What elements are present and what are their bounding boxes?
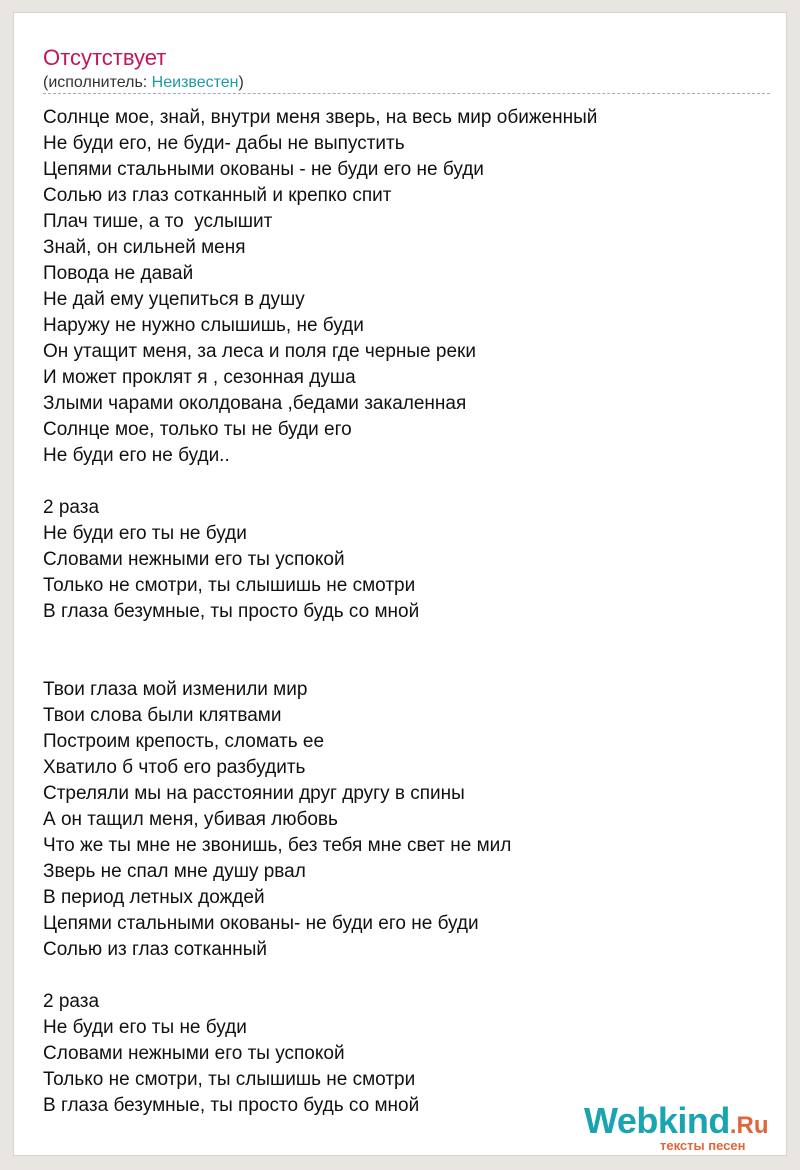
song-title: Отсутствует xyxy=(43,45,167,70)
lyric-line: Цепями стальными окованы - не буди его не буди xyxy=(43,159,484,180)
lyric-line: Цепями стальными окованы- не буди его не буди xyxy=(43,913,479,934)
lyric-line: Только не смотри, ты слышишь не смотри xyxy=(43,1069,416,1090)
lyric-line: Не буди его, не буди- дабы не выпустить xyxy=(43,133,405,154)
logo-suffix-text: .Ru xyxy=(729,1112,769,1139)
lyric-line: Плач тише, а то услышит xyxy=(43,211,273,232)
lyric-line: Словами нежными его ты успокой xyxy=(43,549,345,570)
lyric-line: Повода не давай xyxy=(43,263,194,284)
lyrics-body xyxy=(43,105,773,1119)
lyric-line: Зверь не спал мне душу рвал xyxy=(43,861,306,882)
lyric-line: И может проклят я , сезонная душа xyxy=(43,367,356,388)
lyric-line xyxy=(43,625,773,651)
lyric-line: В период летных дождей xyxy=(43,887,265,908)
lyric-line: 2 раза xyxy=(43,991,100,1012)
logo-main-text: Webkind xyxy=(584,1100,730,1141)
lyric-line: 2 раза xyxy=(43,497,100,518)
lyric-line xyxy=(43,651,773,677)
lyric-line: Наружу не нужно слышишь, не буди xyxy=(43,315,364,336)
lyric-line: Знай, он сильней меня xyxy=(43,237,246,258)
lyric-line: В глаза безумные, ты просто будь со мной xyxy=(43,1095,420,1116)
lyric-line: Хватило б чтоб его разбудить xyxy=(43,757,306,778)
lyric-line: Не буди его ты не буди xyxy=(43,523,247,544)
subtitle-prefix: (исполнитель: xyxy=(43,74,152,91)
lyric-line: Твои слова были клятвами xyxy=(43,705,282,726)
site-logo[interactable] xyxy=(584,1101,784,1155)
lyric-line: Построим крепость, сломать ее xyxy=(43,731,325,752)
lyric-line: В глаза безумные, ты просто будь со мной xyxy=(43,601,420,622)
lyric-line: Он утащит меня, за леса и поля где черные реки xyxy=(43,341,476,362)
lyric-line: Не дай ему уцепиться в душу xyxy=(43,289,305,310)
lyrics-page xyxy=(13,12,787,1156)
header-divider xyxy=(43,93,770,94)
lyric-line xyxy=(43,963,773,989)
lyric-line: Солью из глаз сотканный и крепко спит xyxy=(43,185,392,206)
lyric-line xyxy=(43,469,773,495)
lyric-line: Солнце мое, только ты не буди его xyxy=(43,419,352,440)
lyric-line: Не буди его не буди.. xyxy=(43,445,230,466)
lyric-line: Не буди его ты не буди xyxy=(43,1017,247,1038)
lyric-line: Злыми чарами околдована ,бедами закаленная xyxy=(43,393,467,414)
logo-tagline: тексты песен xyxy=(660,1138,746,1153)
song-subtitle xyxy=(43,73,244,93)
lyric-line: Солнце мое, знай, внутри меня зверь, на весь мир обиженный xyxy=(43,107,598,128)
artist-link[interactable]: Неизвестен xyxy=(151,74,239,91)
lyric-line: Солью из глаз сотканный xyxy=(43,939,268,960)
lyric-line: Твои глаза мой изменили мир xyxy=(43,679,308,700)
lyric-line: А он тащил меня, убивая любовь xyxy=(43,809,338,830)
subtitle-suffix: ) xyxy=(238,74,244,91)
lyric-line: Только не смотри, ты слышишь не смотри xyxy=(43,575,416,596)
lyric-line: Словами нежными его ты успокой xyxy=(43,1043,345,1064)
lyric-line: Стреляли мы на расстоянии друг другу в спины xyxy=(43,783,465,804)
lyric-line: Что же ты мне не звонишь, без тебя мне свет не мил xyxy=(43,835,512,856)
